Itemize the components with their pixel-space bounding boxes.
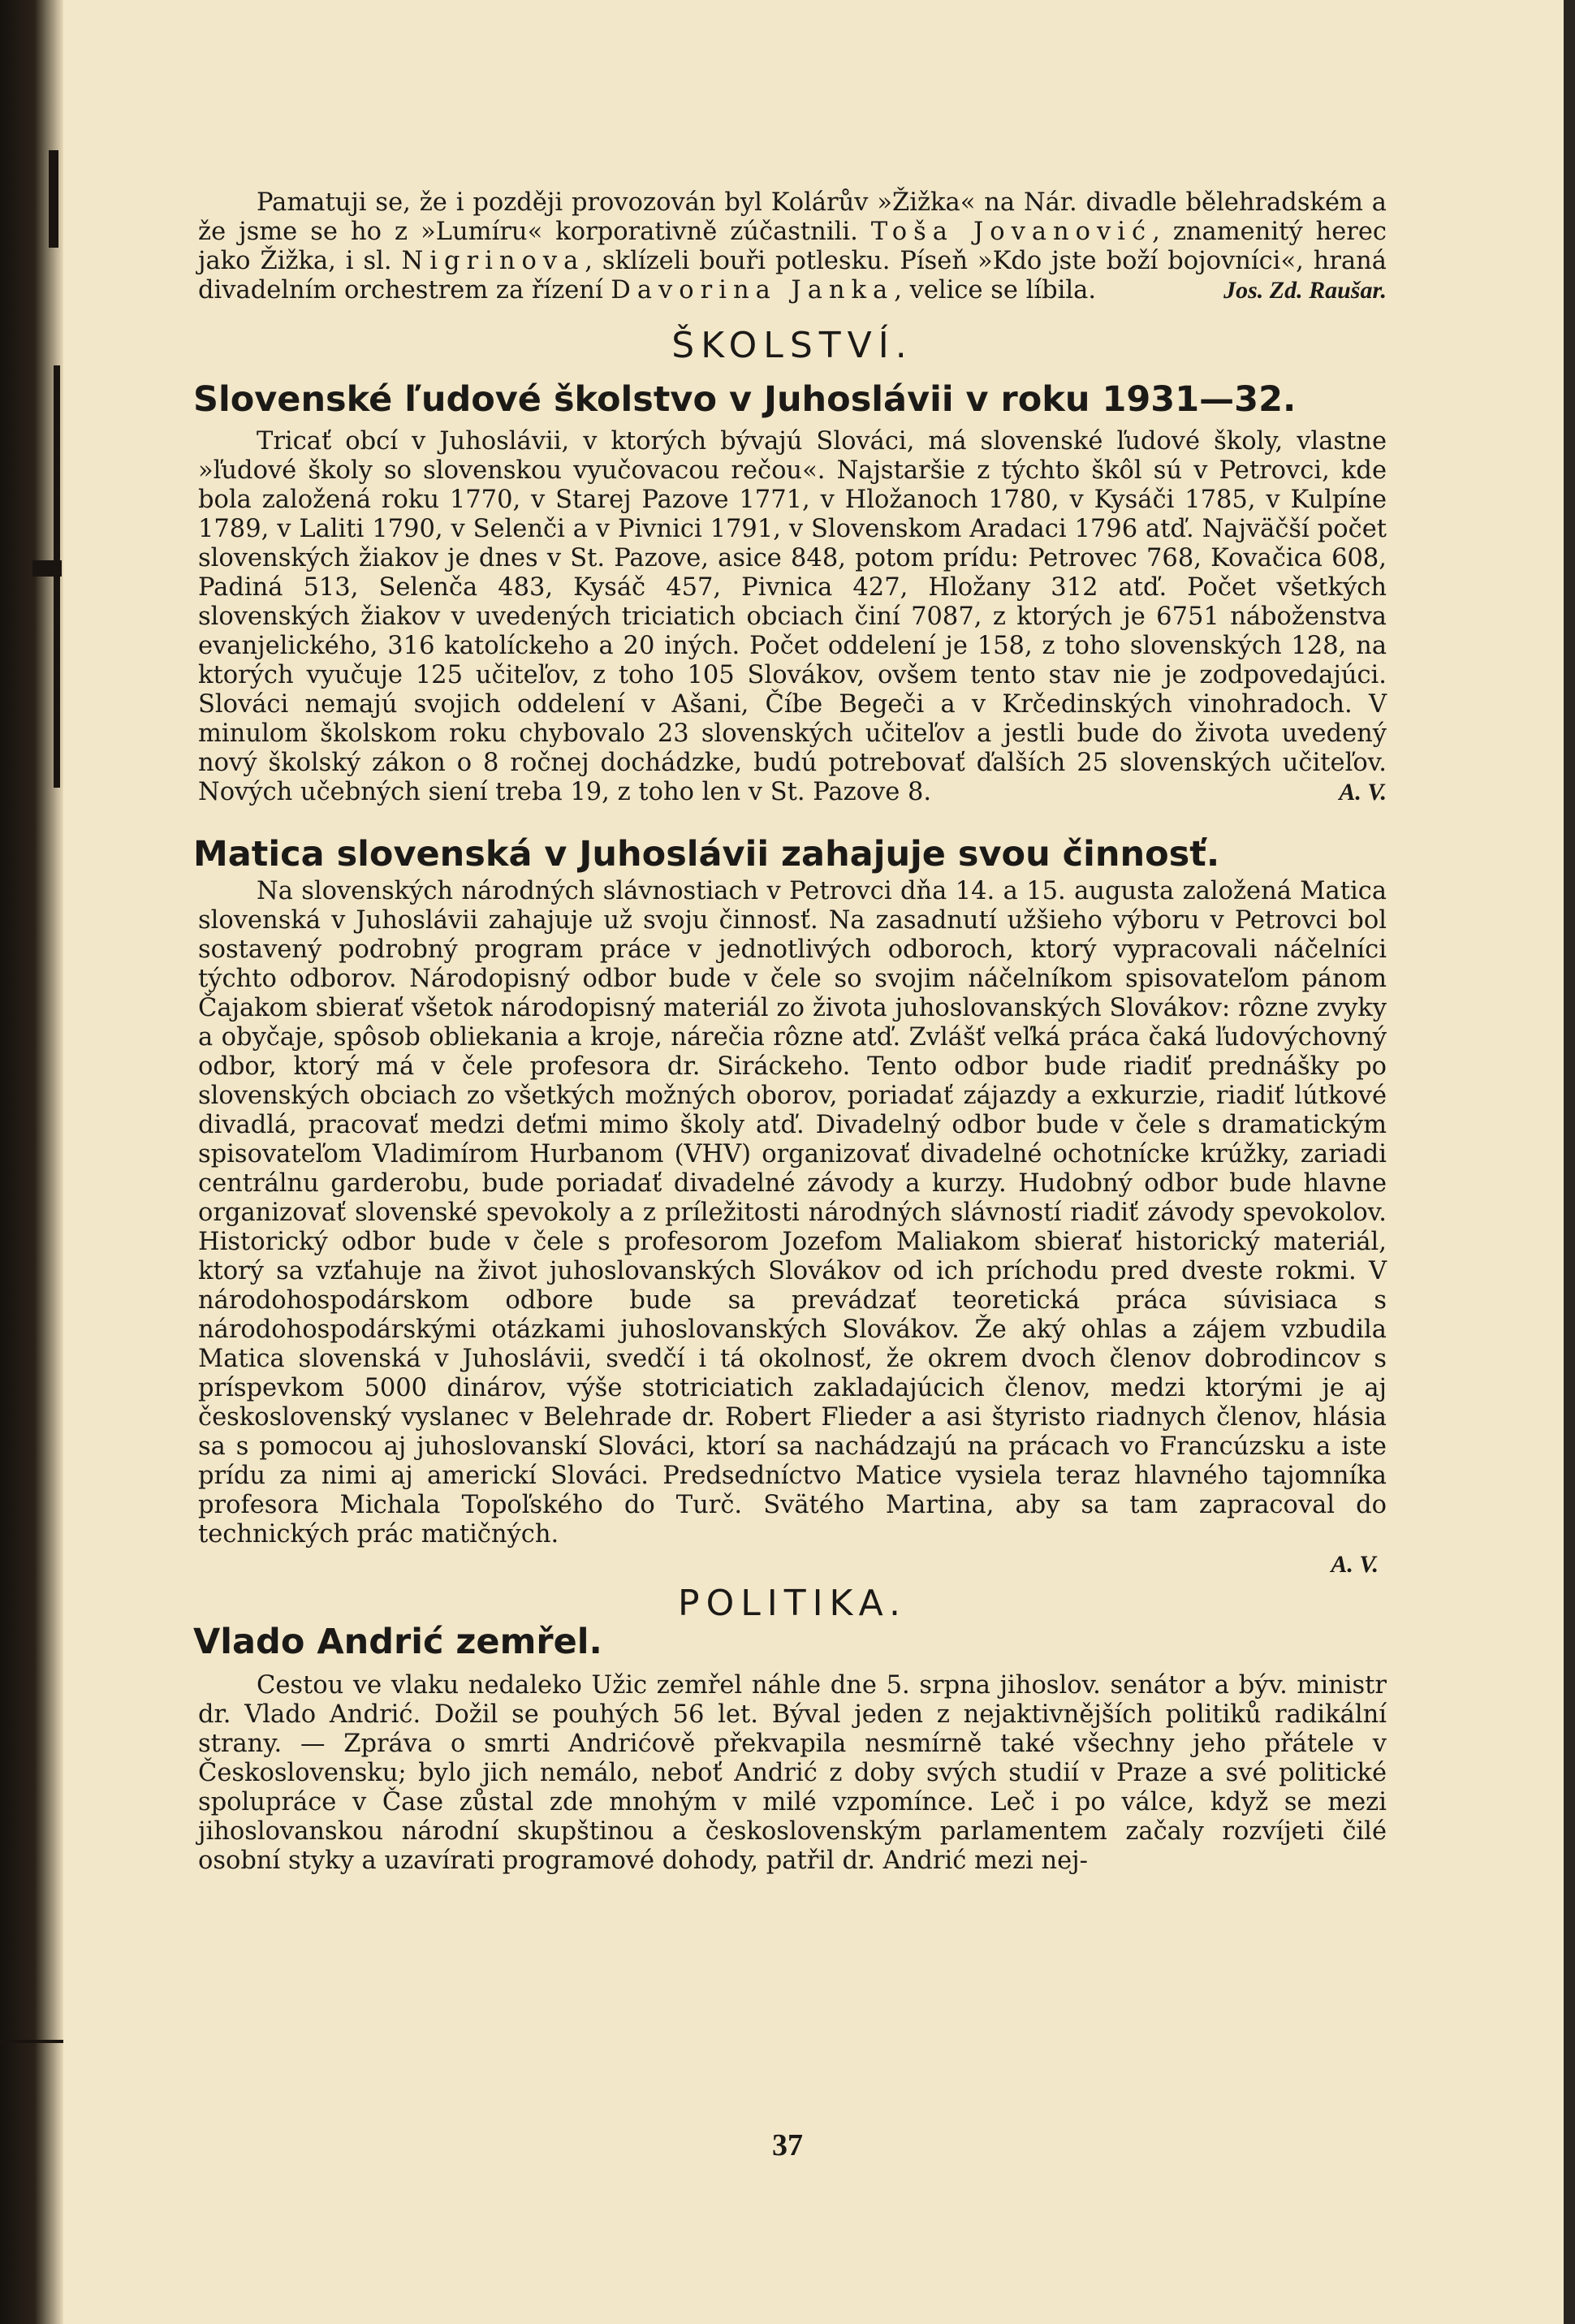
binding-mark (54, 365, 60, 788)
intro-text: , sklízeli bouři potlesku. Píseň »Kdo jste boží bojovníci«, hraná divadelním orchestrem za řízení (198, 247, 1387, 305)
binding-mark (49, 150, 58, 248)
article-title: Vlado Andrić zemřel. (193, 1622, 602, 1662)
article-body: Cestou ve vlaku nedaleko Užic zemřel náhle dne 5. srpna jihoslov. senátor a býv. ministr dr. Vlado Andrić. Dožil se pouhých 56 let. Býval jeden z nejaktivnějších politiků radikální strany. — Zpráva o smrti Andrićově překvapila nesmírně také všechny jeho přátele v Československu; bylo jich nemálo, neboť Andrić z doby svých studií v Praze a své politické spolupráce v Čase zůstal zde mnohým v milé vzpomínce. Leč i po válce, když se mezi jihoslovanskou národní skupštinou a československým parlamentem začaly rozvíjeti čilé osobní styky a uzavírati programové dohody, patřil dr. Andrić mezi nej- (198, 1671, 1387, 1875)
article-signature: A. V. (1339, 779, 1387, 806)
book-gutter (0, 0, 63, 2324)
page-edge (1564, 0, 1575, 2324)
article-signature: A. V. (1331, 1551, 1379, 1578)
spaced-name: Davorina Janka (611, 276, 895, 305)
article-text: Tricať obcí v Juhoslávii, v ktorých bývajú Slováci, má slovenské ľudové školy, vlastne »ľudové školy so slovenskou vyučovacou rečou«. Najstaršie z týchto škôl sú v Petrovci, kde bola založená roku 1770, v Starej Pazove 1771, v Hložanoch 1780, v Kysáči 1785, v Kulpíne 1789, v Laliti 1790, v Selenči a v Pivnici 1791, v Slovenskom Aradaci 1796 atď. Najväčší počet slovenských žiakov je dnes v St. Pazove, asice 848, potom prídu: Petrovec 768, Kovačica 608, Padiná 513, Selenča 483, Kysáč 457, Pivnica 427, Hložany 312 atď. Počet všetkých slovenských žiakov v uvedených triciatich obciach činí 7087, z ktorých je 6751 náboženstva evanjelického, 316 katolíckeho a 20 iných. Počet oddelení je 158, z toho slovenských 128, na ktorých vyučuje 125 učiteľov, z toho 105 Slovákov, ovšem tento stav nie je zodpovedajúci. Slováci nemajú svojich oddelení v Ašani, Číbe Begeči a v Krčedinských vinohradoch. V minulom školskom roku chybovalo 23 slovenských učiteľov a jestli bude do života uvedený nový školský zákon o 8 ročnej dochádzke, budú potrebovať ďalších 25 slovenských učiteľov. Nových učebných siení treba 19, z toho len v St. Pazove 8. (198, 427, 1387, 806)
section-heading-skolstvi: ŠKOLSTVÍ. (671, 325, 913, 366)
intro-text: , velice se líbila. (894, 276, 1097, 305)
article-body: Na slovenských národných slávnostiach v Petrovci dňa 14. a 15. augusta založená Matica slovenská v Juhoslávii zahajuje už svoju činnosť. Na zasadnutí užšieho výboru v Petrovci bol sostavený podrobný program práce v jednotlivých odboroch, ktorý vypracovali náčelníci týchto odborov. Národopisný odbor bude v čele so svojim náčelníkom spisovateľom pánom Čajakom sbierať všetok národopisný materiál zo života juhoslovanských Slovákov: rôzne zvyky a obyčaje, spôsob obliekania a kroje, nárečia rôzne atď. Zvlášť veľká práca čaká ľudovýchovný odbor, ktorý má v čele profesora dr. Siráckeho. Tento odbor bude riadiť prednášky po slovenských obciach zo všetkých možných oborov, poriadať zájazdy a exkurzie, riadiť lútkové divadlá, pracovať medzi deťmi mimo školy atď. Divadelný odbor bude v čele s dramatickým spisovateľom Vladimírom Hurbanom (VHV) organizovať divadelné ochotnícke krúžky, zariadi centrálnu garderobu, bude poriadať divadelné závody a kurzy. Hudobný odbor bude hlavne organizovať slovenské spevokoly a z príležitosti národných slávností riadiť závody spevokolov. Historický odbor bude v čele s profesorom Jozefom Maliakom sbierať historický materiál, ktorý sa vzťahuje na život juhoslovanských Slovákov od ich príchodu pred dveste rokmi. V národohospodárskom odbore bude sa prevádzať teoretická práca súvisiaca s národohospodárskými otázkami juhoslovanských Slovákov. Že aký ohlas a zájem vzbudila Matica slovenská v Juhoslávii, svedčí i tá okolnosť, že okrem dvoch členov dobrodincov s príspevkom 5000 dinárov, výše stotriciatich zakladajúcich členov, medzi ktorými je aj československý vyslanec v Belehrade dr. Robert Flieder a asi štyristo riadnych členov, hlásia sa s pomocou aj juhoslovanskí Slováci, ktorí sa nachádzajú na prácach vo Francúzsku a iste prídu za nimi aj americkí Slováci. Predsedníctvo Matice vysiela teraz hlavného tajomníka profesora Michala Topoľského do Turč. Svätého Martina, aby sa tam zapracoval do technických prác matičných. (198, 877, 1387, 1549)
section-heading-politika: POLITIKA. (678, 1583, 907, 1624)
spaced-name: Nigrinova (401, 247, 585, 275)
binding-mark (32, 560, 62, 577)
intro-text: , znamenitý herec jako Žižka, i sl. (198, 218, 1387, 275)
article-title: Matica slovenská v Juhoslávii zahajuje svou činnosť. (193, 834, 1220, 875)
page-content (193, 188, 1387, 1876)
intro-paragraph (198, 188, 1387, 305)
spaced-name: Toša Jovanović (870, 218, 1153, 246)
intro-signature: Jos. Zd. Raušar. (1223, 277, 1387, 304)
article-title: Slovenské ľudové školstvo v Juhoslávii v roku 1931—32. (193, 379, 1297, 420)
page-number: 37 (772, 2128, 803, 2162)
intro-text: Pamatuji se, že i později provozován byl Kolárův »Žižka« na Nár. divadle bělehradském a že jsme se ho z »Lumíru« korporativně zúčastnili. (198, 188, 1387, 246)
article-body (198, 427, 1387, 807)
binding-mark (0, 2040, 63, 2043)
